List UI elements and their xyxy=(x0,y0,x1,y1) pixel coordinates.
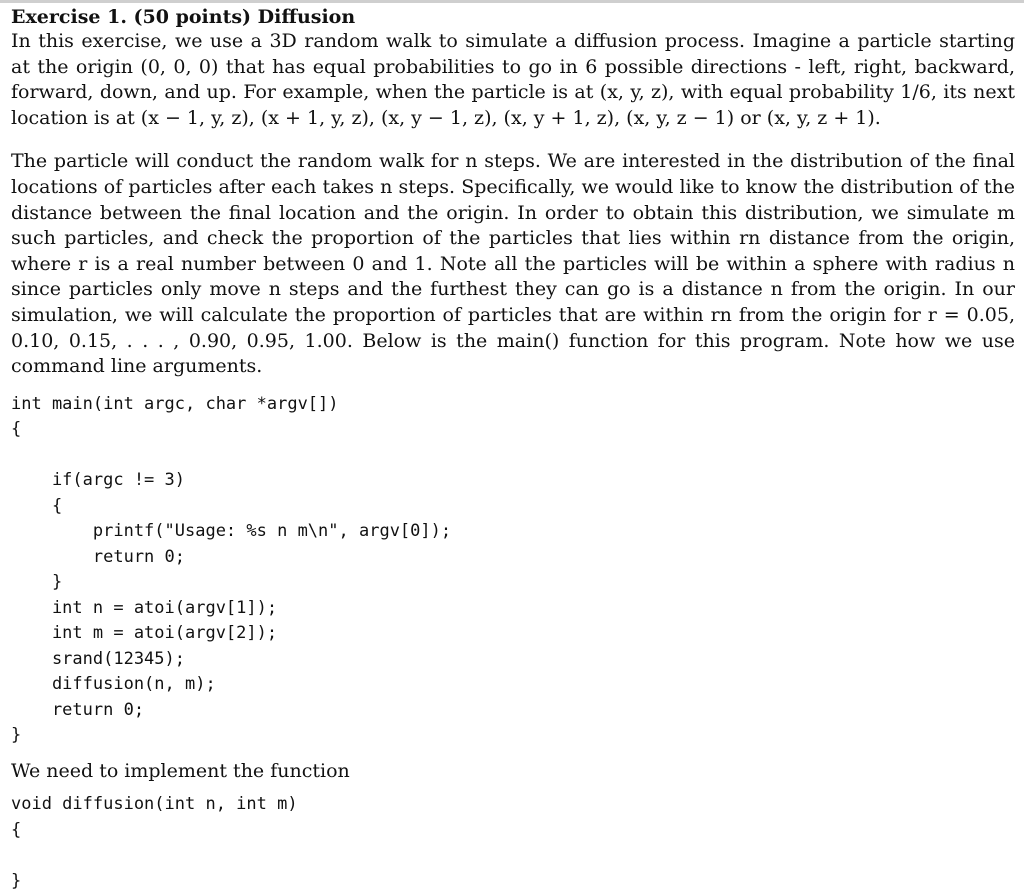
exercise-title: Exercise 1. (50 points) Diffusion xyxy=(11,6,356,28)
implement-paragraph: We need to implement the function xyxy=(11,759,350,782)
top-border xyxy=(0,0,1024,3)
document-body xyxy=(11,6,1015,894)
main-code-block: int main(int argc, char *argv[]) { if(argc != 3) { printf("Usage: %s n m\n", argv[0]); return 0; } int n = atoi(argv[1]); int m = atoi(argv[2]); srand(12345); diffusion(n, m); return 0; } xyxy=(11,393,452,746)
diffusion-code-block: void diffusion(int n, int m) { } xyxy=(11,794,298,891)
intro-paragraph: In this exercise, we use a 3D random walk to simulate a diffusion process. Imagine a particle starting at the origin (0, 0, 0) that has equal probabilities to go in 6 possible directions - left, right, backward, forward, down, and up. For example, when the particle is at (x, y, z), with equal probability 1/6, its next location is at (x − 1, y, z), (x + 1, y, z), (x, y − 1, z), (x, y + 1, z), (x, y, z − 1) or (x, y, z + 1). xyxy=(11,30,1015,129)
simulation-paragraph: The particle will conduct the random walk for n steps. We are interested in the distribution of the final locations of particles after each takes n steps. Specifically, we would like to know the distribution of the distance between the final location and the origin. In order to obtain this distribution, we simulate m such particles, and check the proportion of the particles that lies within rn distance from the origin, where r is a real number between 0 and 1. Note all the particles will be within a sphere with radius n since particles only move n steps and the furthest they can go is a distance n from the origin. In our simulation, we will calculate the proportion of particles that are within rn from the origin for r = 0.05, 0.10, 0.15, . . . , 0.90, 0.95, 1.00. Below is the main() function for this program. Note how we use command line arguments. xyxy=(11,150,1015,378)
